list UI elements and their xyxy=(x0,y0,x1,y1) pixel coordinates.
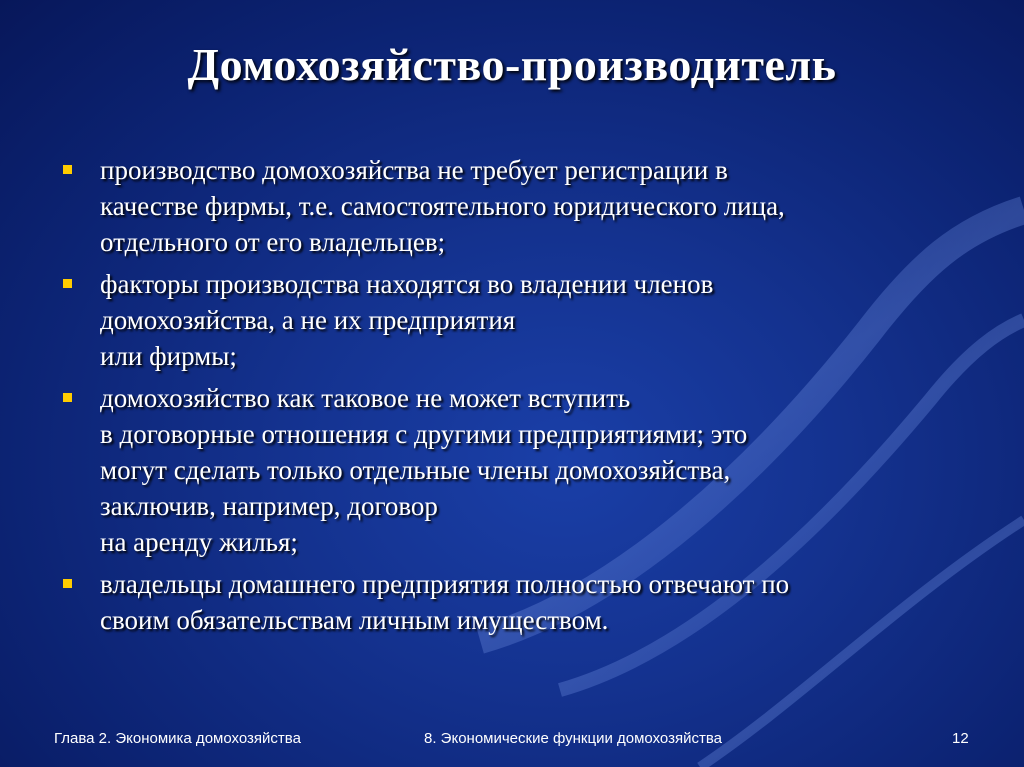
bullet-text-line: или фирмы; xyxy=(100,341,237,371)
footer-chapter: Глава 2. Экономика домохозяйства xyxy=(54,730,301,747)
slide-title: Домохозяйство-производитель xyxy=(187,39,837,90)
bullet-text-line: производство домохозяйства не требует регистрации в xyxy=(100,155,728,185)
bullet-item xyxy=(60,566,980,638)
bullet-text-line: отдельного от его владельцев; xyxy=(100,227,446,257)
square-bullet-icon xyxy=(63,165,72,174)
bullet-text-line: домохозяйства, а не их предприятия xyxy=(100,305,516,335)
bullet-text-line: могут сделать только отдельные члены домохозяйства, xyxy=(100,455,731,485)
bullet-item xyxy=(60,266,980,374)
footer-section: 8. Экономические функции домохозяйства xyxy=(424,730,722,747)
bullet-text-line: заключив, например, договор xyxy=(100,491,438,521)
square-bullet-icon xyxy=(63,579,72,588)
bullet-text-line: качестве фирмы, т.е. самостоятельного юридического лица, xyxy=(100,191,785,221)
page-number: 12 xyxy=(952,730,969,747)
bullet-text-line: владельцы домашнего предприятия полностью отвечают по xyxy=(100,569,790,599)
bullet-list xyxy=(60,152,980,644)
bullet-text-line: своим обязательствам личным имуществом. xyxy=(100,605,609,635)
square-bullet-icon xyxy=(63,279,72,288)
bullet-item xyxy=(60,152,980,260)
bullet-text-line: в договорные отношения с другими предприятиями; это xyxy=(100,419,748,449)
bullet-text-line: факторы производства находятся во владении членов xyxy=(100,269,714,299)
bullet-text-line: домохозяйство как таковое не может вступить xyxy=(100,383,631,413)
bullet-item xyxy=(60,380,980,560)
square-bullet-icon xyxy=(63,393,72,402)
bullet-text-line: на аренду жилья; xyxy=(100,527,298,557)
